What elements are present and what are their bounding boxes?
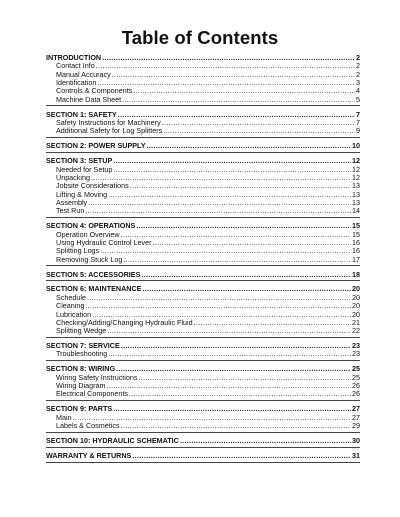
toc-section bbox=[46, 157, 360, 218]
toc-entry bbox=[46, 350, 360, 358]
toc-section bbox=[46, 437, 360, 448]
dot-leader bbox=[85, 302, 351, 310]
section-heading-label: WARRANTY & RETURNS bbox=[46, 450, 132, 460]
entry-label: Main bbox=[56, 412, 72, 422]
entry-label: Schedule bbox=[56, 292, 86, 302]
dot-leader bbox=[85, 207, 351, 215]
dot-leader bbox=[122, 96, 355, 104]
page-number: 31 bbox=[352, 450, 360, 460]
toc-section-heading bbox=[46, 405, 360, 413]
entry-label: Unpacking bbox=[56, 172, 90, 182]
toc-section bbox=[46, 271, 360, 282]
dot-leader bbox=[142, 285, 351, 293]
page-number: 2 bbox=[356, 61, 360, 71]
entry-label: Additional Safety for Log Splitters bbox=[56, 126, 163, 136]
toc-entry bbox=[46, 191, 360, 199]
page-number: 3 bbox=[356, 78, 360, 88]
entry-label: Jobsite Considerations bbox=[56, 181, 129, 191]
toc-entry bbox=[46, 207, 360, 215]
page-number: 7 bbox=[356, 109, 360, 119]
section-heading-label: SECTION 2: POWER SUPPLY bbox=[46, 141, 146, 151]
page-number: 10 bbox=[352, 141, 360, 151]
dot-leader bbox=[108, 191, 351, 199]
page-number: 17 bbox=[352, 254, 360, 264]
toc-entry bbox=[46, 422, 360, 430]
entry-label: Identification bbox=[56, 78, 97, 88]
toc-section bbox=[46, 142, 360, 153]
section-heading-label: SECTION 5: ACCESSORIES bbox=[46, 269, 141, 279]
entry-label: Troubleshooting bbox=[56, 349, 108, 359]
entry-label: Needed for Setup bbox=[56, 164, 113, 174]
entry-label: Test Run bbox=[56, 206, 85, 216]
page-number: 16 bbox=[352, 237, 360, 247]
section-heading-label: SECTION 6: MAINTENANCE bbox=[46, 284, 142, 294]
dot-leader bbox=[87, 294, 351, 302]
toc-section bbox=[46, 342, 360, 361]
page-number: 12 bbox=[352, 164, 360, 174]
entry-label: Checking/Adding/Changing Hydraulic Fluid bbox=[56, 317, 193, 327]
dot-leader bbox=[108, 350, 351, 358]
page-number: 2 bbox=[356, 53, 360, 62]
page-number: 20 bbox=[352, 309, 360, 319]
entry-label: Lubrication bbox=[56, 309, 92, 319]
dot-leader bbox=[123, 256, 351, 264]
dot-leader bbox=[112, 71, 355, 79]
page-number: 25 bbox=[352, 364, 360, 374]
dot-leader bbox=[130, 182, 351, 190]
dot-leader bbox=[141, 271, 351, 279]
page-number: 26 bbox=[352, 381, 360, 391]
page-number: 20 bbox=[352, 292, 360, 302]
dot-leader bbox=[121, 422, 351, 430]
toc-section bbox=[46, 54, 360, 106]
entry-label: Splitting Logs bbox=[56, 246, 100, 256]
entry-label: Cleaning bbox=[56, 301, 85, 311]
entry-label: Wiring Diagram bbox=[56, 381, 106, 391]
toc-section bbox=[46, 405, 360, 432]
dot-leader bbox=[194, 319, 351, 327]
entry-label: Machine Data Sheet bbox=[56, 94, 122, 104]
dot-leader bbox=[136, 222, 351, 230]
dot-leader bbox=[147, 142, 351, 150]
toc-section bbox=[46, 285, 360, 337]
section-heading-label: SECTION 1: SAFETY bbox=[46, 109, 117, 119]
section-heading-label: SECTION 3: SETUP bbox=[46, 156, 113, 166]
dot-leader bbox=[88, 199, 351, 207]
page-number: 2 bbox=[356, 69, 360, 79]
entry-label: Removing Stuck Log bbox=[56, 254, 123, 264]
toc-entry bbox=[46, 390, 360, 398]
toc-section bbox=[46, 111, 360, 138]
dot-leader bbox=[91, 174, 351, 182]
dot-leader bbox=[133, 87, 355, 95]
dot-leader bbox=[113, 157, 351, 165]
page-number: 23 bbox=[352, 341, 360, 351]
page-number: 13 bbox=[352, 181, 360, 191]
page-number: 25 bbox=[352, 372, 360, 382]
toc-entry bbox=[46, 96, 360, 104]
entry-label: Electrical Components bbox=[56, 389, 128, 399]
toc-entry bbox=[46, 256, 360, 264]
page-number: 9 bbox=[356, 126, 360, 136]
toc-entry bbox=[46, 294, 360, 302]
toc-section bbox=[46, 365, 360, 401]
dot-leader bbox=[139, 374, 352, 382]
section-heading-label: SECTION 4: OPERATIONS bbox=[46, 221, 136, 231]
dot-leader bbox=[163, 127, 355, 135]
section-heading-label: SECTION 8: WIRING bbox=[46, 364, 116, 374]
toc-section-heading bbox=[46, 452, 360, 460]
page-number: 16 bbox=[352, 246, 360, 256]
entry-label: Labels & Cosmetics bbox=[56, 421, 120, 431]
dot-leader bbox=[121, 342, 351, 350]
section-heading-label: SECTION 9: PARTS bbox=[46, 404, 113, 414]
toc-entry bbox=[46, 199, 360, 207]
page-number: 21 bbox=[352, 317, 360, 327]
toc-entry bbox=[46, 327, 360, 335]
page-number: 15 bbox=[352, 221, 360, 231]
page-number: 30 bbox=[352, 436, 360, 445]
dot-leader bbox=[102, 54, 355, 62]
dot-leader bbox=[113, 405, 351, 413]
section-heading-label: INTRODUCTION bbox=[46, 53, 102, 62]
page-number: 14 bbox=[352, 206, 360, 216]
dot-leader bbox=[132, 452, 351, 460]
dot-leader bbox=[152, 239, 351, 247]
toc-entry bbox=[46, 302, 360, 310]
page-title: Table of Contents bbox=[121, 27, 279, 48]
page-number: 5 bbox=[356, 94, 360, 104]
entry-label: Wiring Safety Instructions bbox=[56, 372, 138, 382]
dot-leader bbox=[97, 79, 355, 87]
page-number: 12 bbox=[352, 172, 360, 182]
dot-leader bbox=[100, 247, 351, 255]
dot-leader bbox=[162, 119, 355, 127]
page-number: 13 bbox=[352, 189, 360, 199]
page-number: 20 bbox=[352, 284, 360, 294]
page-number: 27 bbox=[352, 412, 360, 422]
table-of-contents bbox=[46, 54, 360, 467]
section-heading-label: SECTION 7: SERVICE bbox=[46, 341, 120, 351]
dot-leader bbox=[96, 62, 355, 70]
entry-label: Manual Accuracy bbox=[56, 69, 111, 79]
toc-section-heading bbox=[46, 437, 360, 445]
dot-leader bbox=[107, 327, 351, 335]
entry-label: Safety Instructions for Machinery bbox=[56, 118, 161, 127]
toc-section-heading bbox=[46, 271, 360, 279]
dot-leader bbox=[116, 365, 351, 373]
toc-section-heading bbox=[46, 142, 360, 150]
dot-leader bbox=[180, 437, 351, 445]
entry-label: Lifting & Moving bbox=[56, 189, 108, 199]
page-number: 7 bbox=[356, 118, 360, 127]
dot-leader bbox=[107, 382, 351, 390]
page-number: 22 bbox=[352, 326, 360, 336]
page-number: 27 bbox=[352, 404, 360, 414]
dot-leader bbox=[129, 390, 351, 398]
toc-entry bbox=[46, 166, 360, 174]
entry-label: Splitting Wedge bbox=[56, 326, 107, 336]
entry-label: Controls & Components bbox=[56, 86, 133, 96]
page-number: 23 bbox=[352, 349, 360, 359]
dot-leader bbox=[121, 231, 351, 239]
dot-leader bbox=[113, 166, 351, 174]
toc-section-heading bbox=[46, 285, 360, 293]
page-number: 13 bbox=[352, 197, 360, 207]
page-number: 12 bbox=[352, 156, 360, 166]
entry-label: Operation Overview bbox=[56, 229, 120, 239]
toc-section bbox=[46, 452, 360, 463]
page-number: 29 bbox=[352, 421, 360, 431]
page-number: 20 bbox=[352, 301, 360, 311]
toc-section bbox=[46, 222, 360, 266]
entry-label: Contact Info bbox=[56, 61, 95, 71]
page-number: 4 bbox=[356, 86, 360, 96]
entry-label: Using Hydraulic Control Lever bbox=[56, 237, 152, 247]
page-number: 26 bbox=[352, 389, 360, 399]
page-number: 15 bbox=[352, 229, 360, 239]
toc-entry bbox=[46, 127, 360, 135]
section-heading-label: SECTION 10: HYDRAULIC SCHEMATIC bbox=[46, 436, 179, 445]
page-number: 18 bbox=[352, 269, 360, 279]
entry-label: Assembly bbox=[56, 197, 88, 207]
